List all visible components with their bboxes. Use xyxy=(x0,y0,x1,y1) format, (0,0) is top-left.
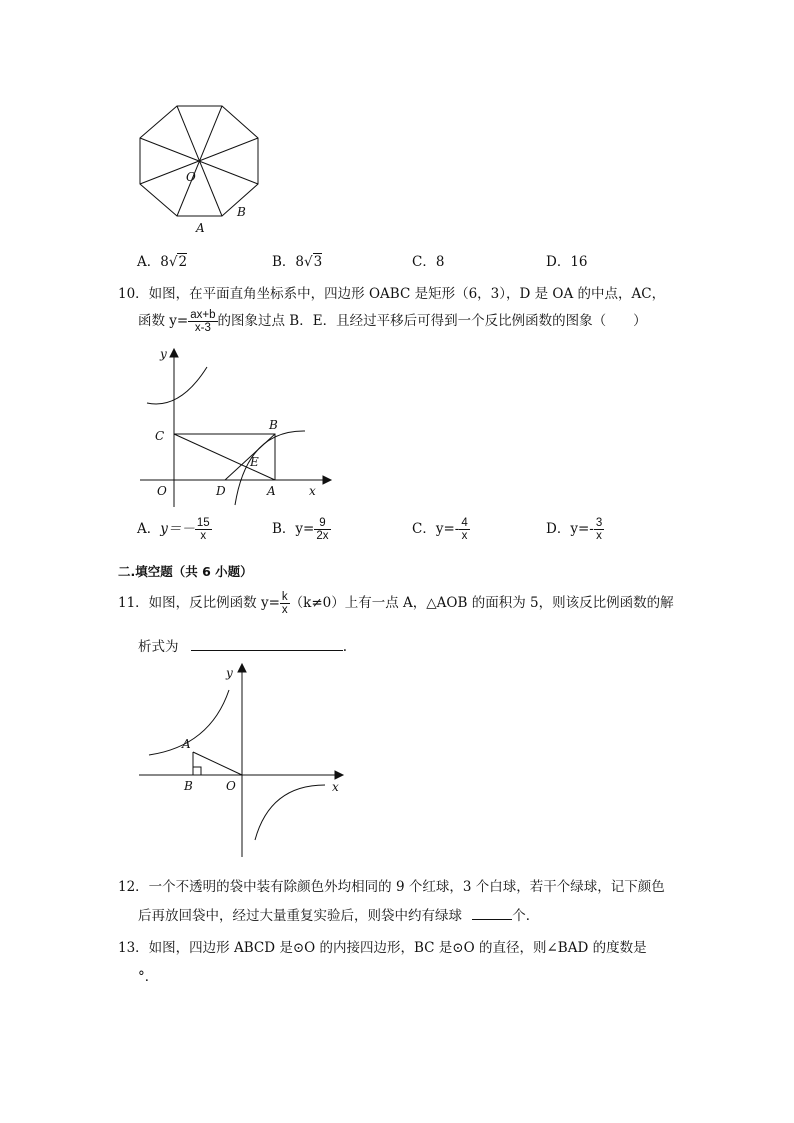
q10-option-b: B．y= $\frac{9}{2x}$ xyxy=(272,517,329,542)
q10-fraction: $\frac{ax+b}{x-3}$ xyxy=(190,309,216,334)
svg-text:x: x xyxy=(332,780,339,794)
q13-line1: 13．如图，四边形 ABCD 是⊙O 的内接四边形，BC 是⊙O 的直径，则∠BAD 的度数是 xyxy=(118,940,647,956)
svg-text:x: x xyxy=(309,484,316,498)
octagon-label-O: O xyxy=(186,170,196,184)
svg-text:O: O xyxy=(157,484,167,498)
q12-line1: 12．一个不透明的袋中装有除颜色外均相同的 9 个红球，3 个白球，若干个绿球，记下颜色 xyxy=(118,879,665,895)
svg-text:O: O xyxy=(226,779,236,793)
octagon-label-B: B xyxy=(237,205,246,219)
q12-answer-blank[interactable] xyxy=(472,919,512,920)
svg-text:y: y xyxy=(226,666,233,680)
svg-text:A: A xyxy=(182,737,191,751)
svg-text:A: A xyxy=(267,484,276,498)
q9-option-c: C．8 xyxy=(412,254,445,270)
q11-line1: 11．如图，反比例函数 y= $\frac{k}{x}$ （k≠0）上有一点 A，△AOB 的面积为 5，则该反比例函数的解 xyxy=(118,591,674,616)
svg-text:B: B xyxy=(184,779,193,793)
q9-option-a: A．8√2 xyxy=(137,254,188,270)
svg-text:D: D xyxy=(216,484,226,498)
q10-line1: 10．如图，在平面直角坐标系中，四边形 OABC 是矩形（6，3），D 是 OA 的中点，AC， xyxy=(118,286,666,302)
svg-text:C: C xyxy=(155,429,165,443)
svg-text:E: E xyxy=(250,455,259,469)
q9-option-b: B．8√3 xyxy=(272,254,323,270)
q10-option-c: C．y=- $\frac{4}{x}$ xyxy=(412,517,468,542)
q11-answer-blank[interactable] xyxy=(191,650,343,651)
q11-line2: 析式为 . xyxy=(138,639,348,655)
octagon-figure xyxy=(130,96,270,241)
section-title: 二.填空题（共 6 小题） xyxy=(118,564,253,579)
q10-option-d: D．y=- $\frac{3}{x}$ xyxy=(546,517,603,542)
q13-line2: °． xyxy=(138,969,159,985)
q11-graph xyxy=(135,660,350,860)
q9-option-d: D．16 xyxy=(546,254,588,270)
q12-line2: 后再放回袋中，经过大量重复实验后，则袋中约有绿球 个． xyxy=(138,908,540,924)
svg-text:B: B xyxy=(269,418,278,432)
q10-line2: 函数 y= $\frac{ax+b}{x-3}$ 的图象过点 B．E．且经过平移后可得到一个反比例函数的图象（ ） xyxy=(138,309,647,334)
svg-text:y: y xyxy=(160,347,167,361)
q10-graph xyxy=(135,345,335,510)
q10-option-a: A．y＝－ $\frac{15}{x}$ xyxy=(137,517,210,542)
octagon-label-A: A xyxy=(196,221,205,235)
